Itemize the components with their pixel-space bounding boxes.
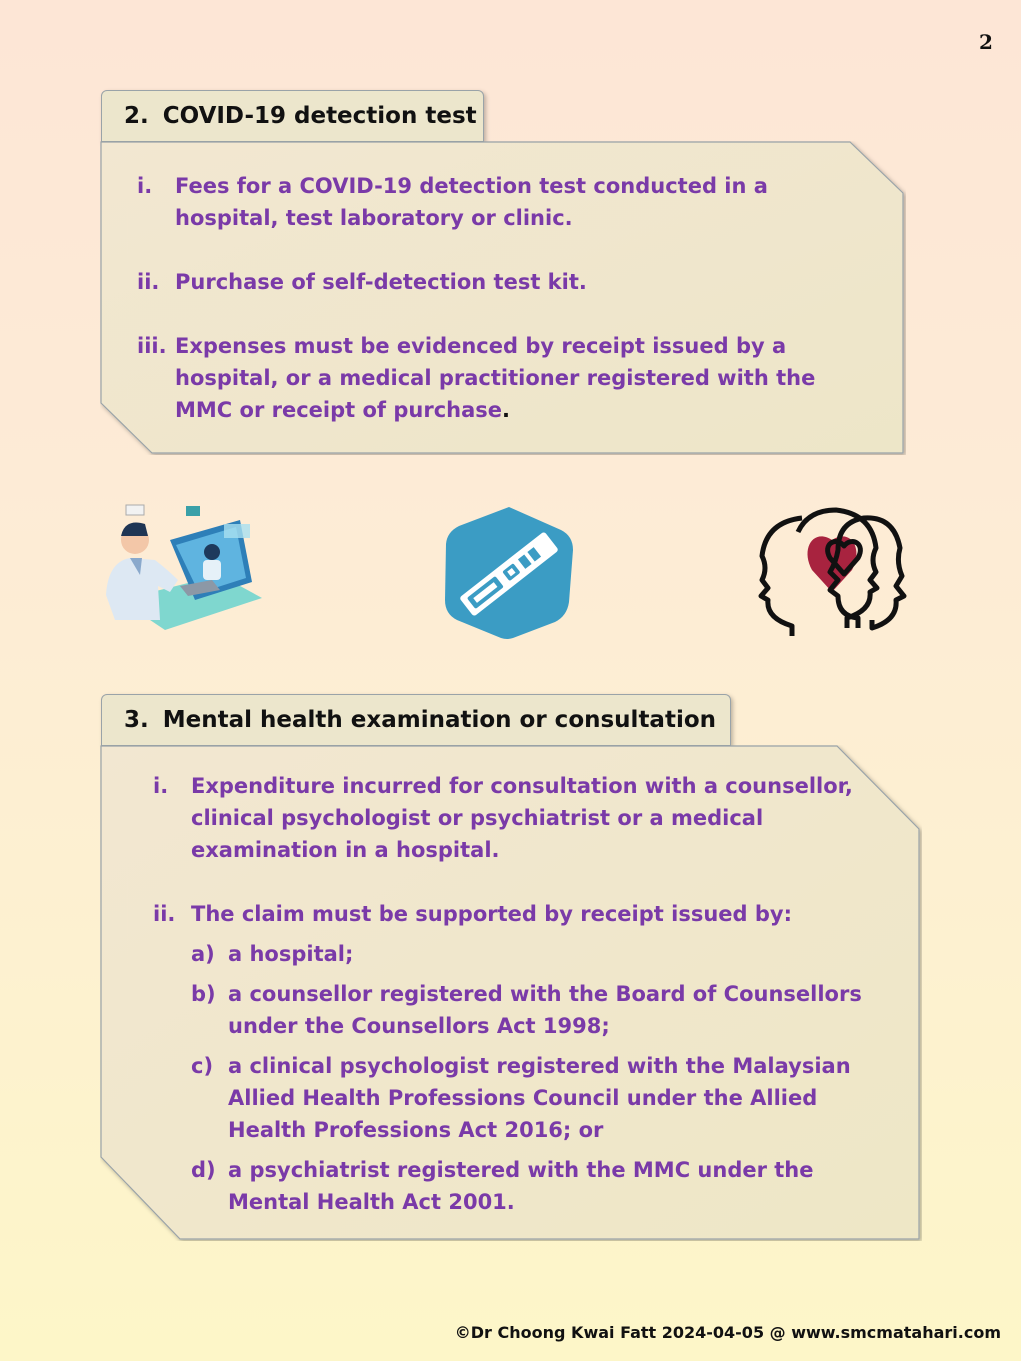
list-text: Fees for a COVID-19 detection test conducted in a hospital, test laboratory or clinic. <box>175 174 768 230</box>
sub-list-marker: c) <box>191 1054 214 1078</box>
sub-list <box>153 938 868 1218</box>
sub-list-text: a clinical psychologist registered with the Malaysian Allied Health Professions Council under the Allied Health Professions Act 2016; or <box>228 1054 851 1142</box>
list-text: The claim must be supported by receipt issued by: <box>191 902 792 926</box>
sub-list-text: a counsellor registered with the Board of Counsellors under the Counsellors Act 1998; <box>228 982 862 1038</box>
sub-list-item <box>191 978 868 1042</box>
test-kit-icon <box>443 504 575 640</box>
list-marker: ii. <box>153 902 176 926</box>
list-item <box>153 898 868 930</box>
list-text-period: . <box>502 398 510 422</box>
sub-list-item <box>191 938 868 970</box>
telemedicine-consultation-icon <box>100 500 265 635</box>
list-item <box>137 330 837 426</box>
page-number: 2 <box>979 30 993 54</box>
list-item <box>153 770 868 866</box>
section-3-tab <box>101 694 731 746</box>
sub-list-text: a psychiatrist registered with the MMC under the Mental Health Act 2001. <box>228 1158 814 1214</box>
list-text: Expenses must be evidenced by receipt issued by a hospital, or a medical practitioner registered with the MMC or receipt of purchase <box>175 334 816 422</box>
sub-list-marker: a) <box>191 942 215 966</box>
sub-list-item <box>191 1050 868 1146</box>
list-item <box>137 266 837 298</box>
list-text: Purchase of self-detection test kit. <box>175 270 587 294</box>
copyright-footer: ©Dr Choong Kwai Fatt 2024-04-05 @ www.smcmatahari.com <box>454 1323 1001 1342</box>
list-item <box>137 170 837 234</box>
sub-list-marker: d) <box>191 1158 216 1182</box>
section-2-number: 2. <box>124 103 149 129</box>
section-2-tab <box>101 90 484 142</box>
mental-health-heads-heart-icon <box>752 500 916 642</box>
list-marker: i. <box>153 774 169 798</box>
section-3-list <box>153 770 868 1218</box>
section-2-title: COVID-19 detection test <box>162 103 477 129</box>
section-2-list <box>137 170 837 426</box>
sub-list-text: a hospital; <box>228 942 354 966</box>
sub-list-item <box>191 1154 868 1218</box>
sub-list-marker: b) <box>191 982 216 1006</box>
list-marker: iii. <box>137 334 167 358</box>
section-3-number: 3. <box>124 707 149 733</box>
list-text: Expenditure incurred for consultation with a counsellor, clinical psychologist or psychiatrist or a medical examination in a hospital. <box>191 774 853 862</box>
list-marker: ii. <box>137 270 160 294</box>
list-marker: i. <box>137 174 153 198</box>
section-3-title: Mental health examination or consultation <box>162 707 717 733</box>
